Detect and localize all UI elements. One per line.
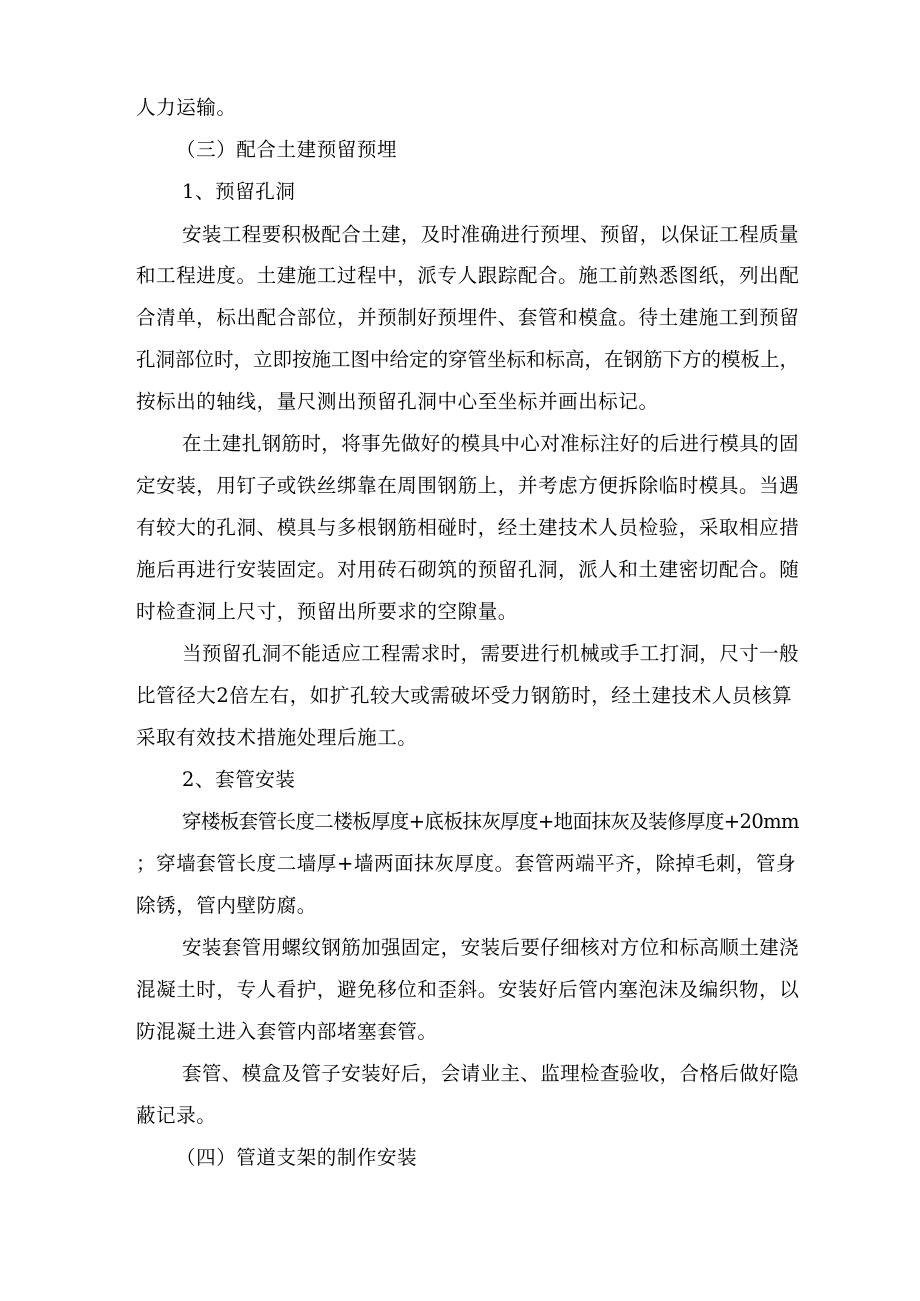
text-line: ；穿墙套管长度二墙厚+墙两面抹灰厚度。套管两端平齐，除掉毛刺，管身 bbox=[136, 852, 797, 875]
text-line: 在土建扎钢筋时，将事先做好的模具中心对准标注好的后进行模具的固 bbox=[182, 432, 799, 455]
text-line: 混凝土时，专人看护，避免移位和歪斜。安装好后管内塞泡沫及编织物，以 bbox=[136, 978, 800, 1001]
text-line: 和工程进度。土建施工过程中，派专人跟踪配合。施工前熟悉图纸，列出配 bbox=[136, 264, 800, 287]
text-line: 套管、模盒及管子安装好后，会请业主、监理检查验收，合格后做好隐 bbox=[182, 1062, 799, 1085]
text-line: 按标出的轴线，量尺测出预留孔洞中心至坐标并画出标记。 bbox=[136, 390, 659, 413]
text-line: 施后再进行安装固定。对用砖石砌筑的预留孔洞，派人和土建密切配合。随 bbox=[136, 558, 800, 581]
section-heading: （三）配合土建预留预埋 bbox=[176, 138, 398, 161]
text-line: 穿楼板套管长度二楼板厚度+底板抹灰厚度+地面抹灰及装修厚度+20mm bbox=[182, 810, 799, 833]
text-line: 比管径大2倍左右，如扩孔较大或需破坏受力钢筋时，经土建技术人员核算 bbox=[136, 684, 793, 707]
text-line: 孔洞部位时，立即按施工图中给定的穿管坐标和标高，在钢筋下方的模板上， bbox=[136, 348, 800, 371]
text-line: 有较大的孔洞、模具与多根钢筋相碰时，经土建技术人员检验，采取相应措 bbox=[136, 516, 800, 539]
subsection-heading: 1、预留孔洞 bbox=[182, 180, 296, 203]
text-line: 安装工程要积极配合土建，及时准确进行预埋、预留，以保证工程质量 bbox=[182, 223, 799, 246]
text-line: 合清单，标出配合部位，并预制好预埋件、套管和模盒。待土建施工到预留 bbox=[136, 306, 800, 329]
section-heading: （四）管道支架的制作安装 bbox=[176, 1146, 418, 1169]
text-line: 安装套管用螺纹钢筋加强固定，安装后要仔细核对方位和标高顺土建浇 bbox=[182, 936, 799, 959]
text-line: 防混凝土进入套管内部堵塞套管。 bbox=[136, 1020, 438, 1043]
subsection-heading: 2、套管安装 bbox=[182, 768, 296, 791]
text-line: 除锈，管内壁防腐。 bbox=[136, 894, 317, 917]
text-line: 人力运输。 bbox=[136, 96, 237, 119]
text-line: 当预留孔洞不能适应工程需求时，需要进行机械或手工打洞，尺寸一般 bbox=[182, 642, 799, 665]
text-line: 时检查洞上尺寸，预留出所要求的空隙量。 bbox=[136, 600, 518, 623]
text-line: 蔽记录。 bbox=[136, 1104, 217, 1127]
text-line: 定安装，用钉子或铁丝绑靠在周围钢筋上，并考虑方便拆除临时模具。当遇 bbox=[136, 474, 800, 497]
text-line: 采取有效技术措施处理后施工。 bbox=[136, 726, 418, 749]
